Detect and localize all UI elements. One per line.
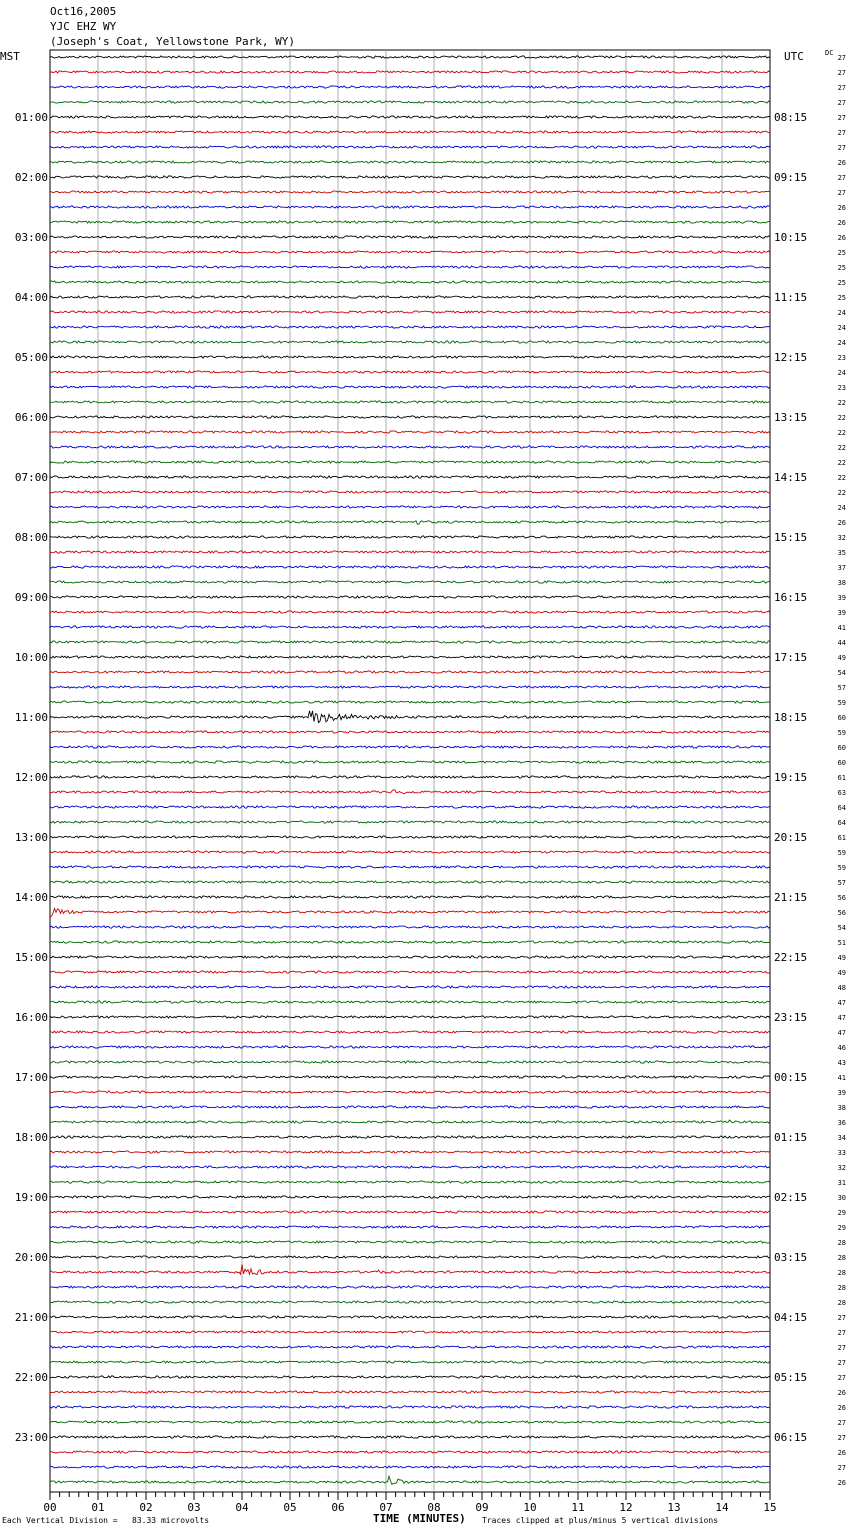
dc-offset-value: 29 <box>837 1224 846 1232</box>
trace-line <box>50 1241 770 1243</box>
dc-offset-value: 28 <box>837 1239 846 1247</box>
trace-line <box>50 446 770 448</box>
hour-label-left: 21:00 <box>14 1311 48 1324</box>
hour-label-right: 13:15 <box>774 411 808 424</box>
hour-label-left: 09:00 <box>14 591 48 604</box>
trace-line <box>50 1061 770 1063</box>
hour-label-left: 18:00 <box>14 1131 48 1144</box>
hour-label-left: 19:00 <box>14 1191 48 1204</box>
dc-offset-value: 25 <box>837 279 846 287</box>
x-tick-label: 10 <box>523 1501 537 1514</box>
trace-line <box>50 1120 770 1123</box>
trace-line <box>50 116 770 118</box>
hour-label-right: 15:15 <box>774 531 808 544</box>
hour-label-left: 08:00 <box>14 531 48 544</box>
dc-offset-value: 30 <box>837 1194 846 1202</box>
hour-label-right: 16:15 <box>774 591 808 604</box>
trace-line <box>50 836 770 838</box>
hour-label-right: 01:15 <box>774 1131 808 1144</box>
dc-offset-value: 22 <box>837 474 846 482</box>
dc-offset-value: 28 <box>837 1254 846 1262</box>
dc-offset-value: 25 <box>837 264 846 272</box>
x-tick-label: 14 <box>715 1501 729 1514</box>
trace-line <box>50 371 770 373</box>
dc-offset-value: 24 <box>837 504 846 512</box>
x-tick-label: 12 <box>619 1501 633 1514</box>
dc-offset-value: 39 <box>837 594 846 602</box>
dc-offset-value: 56 <box>837 909 846 917</box>
trace-line <box>50 71 770 73</box>
trace-line <box>50 161 770 163</box>
x-tick-label: 01 <box>91 1501 105 1514</box>
trace-line <box>50 1046 770 1048</box>
trace-line <box>50 1091 770 1093</box>
trace-line <box>50 131 770 133</box>
dc-offset-value: 60 <box>837 759 846 767</box>
dc-offset-value: 59 <box>837 849 846 857</box>
dc-offset-value: 32 <box>837 1164 846 1172</box>
dc-offset-value: 35 <box>837 549 846 557</box>
trace-line <box>50 101 770 103</box>
x-tick-label: 00 <box>43 1501 57 1514</box>
trace-line <box>50 746 770 748</box>
trace-line <box>50 1151 770 1153</box>
dc-offset-value: 32 <box>837 534 846 542</box>
trace-line <box>50 1211 770 1213</box>
hour-label-left: 22:00 <box>14 1371 48 1384</box>
dc-offset-value: 24 <box>837 339 846 347</box>
dc-offset-value: 28 <box>837 1269 846 1277</box>
trace-line <box>50 491 770 493</box>
dc-offset-value: 48 <box>837 984 846 992</box>
dc-offset-value: 23 <box>837 384 846 392</box>
dc-offset-value: 27 <box>837 114 846 122</box>
trace-line <box>50 790 770 794</box>
hour-label-right: 03:15 <box>774 1251 808 1264</box>
trace-line <box>50 1421 770 1423</box>
dc-offset-value: 23 <box>837 354 846 362</box>
dc-offset-value: 64 <box>837 804 846 812</box>
dc-offset-value: 27 <box>837 174 846 182</box>
trace-line <box>50 386 770 388</box>
trace-line <box>50 776 770 778</box>
dc-offset-value: 22 <box>837 414 846 422</box>
dc-offset-value: 28 <box>837 1284 846 1292</box>
hour-label-right: 00:15 <box>774 1071 808 1084</box>
trace-line <box>50 761 770 763</box>
dc-offset-value: 27 <box>837 189 846 197</box>
hour-label-right: 21:15 <box>774 891 808 904</box>
dc-offset-value: 63 <box>837 789 846 797</box>
trace-line <box>50 176 770 178</box>
hour-label-right: 08:15 <box>774 111 808 124</box>
dc-offset-value: 47 <box>837 1014 846 1022</box>
trace-line <box>50 1436 770 1438</box>
dc-offset-value: 22 <box>837 459 846 467</box>
trace-line <box>50 1466 770 1468</box>
dc-offset-value: 27 <box>837 1374 846 1382</box>
trace-line <box>50 1256 770 1258</box>
trace-line <box>50 476 770 478</box>
hour-label-right: 18:15 <box>774 711 808 724</box>
trace-line <box>50 221 770 223</box>
dc-offset-value: 47 <box>837 999 846 1007</box>
trace-line <box>50 909 770 917</box>
x-tick-label: 02 <box>139 1501 153 1514</box>
dc-offset-value: 29 <box>837 1209 846 1217</box>
dc-offset-value: 57 <box>837 879 846 887</box>
hour-label-right: 05:15 <box>774 1371 808 1384</box>
hour-label-left: 10:00 <box>14 651 48 664</box>
trace-line <box>50 311 770 313</box>
trace-line <box>50 506 770 508</box>
hour-label-left: 01:00 <box>14 111 48 124</box>
dc-offset-value: 27 <box>837 1434 846 1442</box>
hour-label-left: 14:00 <box>14 891 48 904</box>
dc-offset-value: 57 <box>837 684 846 692</box>
dc-offset-value: 26 <box>837 234 846 242</box>
x-tick-label: 08 <box>427 1501 441 1514</box>
dc-offset-value: 49 <box>837 969 846 977</box>
trace-line <box>50 626 770 628</box>
dc-offset-value: 27 <box>837 84 846 92</box>
dc-offset-value: 27 <box>837 1419 846 1427</box>
trace-line <box>50 806 770 808</box>
hour-label-right: 11:15 <box>774 291 808 304</box>
chart-date: Oct16,2005 <box>50 5 117 18</box>
trace-line <box>50 956 770 958</box>
dc-offset-value: 26 <box>837 1449 846 1457</box>
dc-offset-value: 61 <box>837 834 846 842</box>
dc-offset-value: 44 <box>837 639 846 647</box>
trace-line <box>50 206 770 208</box>
trace-line <box>50 86 770 88</box>
dc-offset-value: 54 <box>837 669 846 677</box>
x-axis <box>43 1492 776 1514</box>
trace-line <box>50 191 770 193</box>
dc-offset-value: 25 <box>837 249 846 257</box>
trace-line <box>50 1196 770 1198</box>
dc-offset-value: 27 <box>837 1464 846 1472</box>
trace-line <box>50 1391 770 1393</box>
dc-offset-value: 39 <box>837 1089 846 1097</box>
dc-offset-value: 26 <box>837 1404 846 1412</box>
dc-offset-value: 64 <box>837 819 846 827</box>
trace-line <box>50 1264 770 1274</box>
dc-offset-value: 27 <box>837 1359 846 1367</box>
trace-line <box>50 926 770 928</box>
trace-line <box>50 641 770 643</box>
dc-offset-value: 27 <box>837 1329 846 1337</box>
trace-line <box>50 1451 770 1453</box>
trace-line <box>50 266 770 268</box>
dc-offset-value: 28 <box>837 1299 846 1307</box>
trace-line <box>50 1226 770 1228</box>
dc-offset-value: 46 <box>837 1044 846 1052</box>
hour-label-left: 02:00 <box>14 171 48 184</box>
dc-offset-value: 33 <box>837 1149 846 1157</box>
trace-line <box>50 1001 770 1003</box>
dc-offset-value: 60 <box>837 744 846 752</box>
trace-line <box>50 146 770 148</box>
dc-offset-value: 24 <box>837 309 846 317</box>
trace-line <box>50 1361 770 1363</box>
hour-label-left: 03:00 <box>14 231 48 244</box>
trace-line <box>50 1106 770 1108</box>
x-tick-label: 09 <box>475 1501 489 1514</box>
dc-offset-value: 26 <box>837 204 846 212</box>
dc-offset-value: 27 <box>837 69 846 77</box>
dc-offset-value: 27 <box>837 99 846 107</box>
dc-offset-value: 24 <box>837 369 846 377</box>
dc-offset-value: 26 <box>837 1479 846 1487</box>
x-tick-label: 03 <box>187 1501 201 1514</box>
dc-offset-value: 47 <box>837 1029 846 1037</box>
dc-offset-value: 27 <box>837 1314 846 1322</box>
hour-label-left: 12:00 <box>14 771 48 784</box>
dc-offset-value: 59 <box>837 699 846 707</box>
hour-label-right: 09:15 <box>774 171 808 184</box>
trace-line <box>50 821 770 823</box>
hour-label-left: 05:00 <box>14 351 48 364</box>
dc-offset-value: 27 <box>837 129 846 137</box>
trace-line <box>50 431 770 433</box>
dc-offset-value: 36 <box>837 1119 846 1127</box>
trace-line <box>50 326 770 328</box>
x-tick-label: 06 <box>331 1501 345 1514</box>
scale-note: Each Vertical Division = 83.33 microvolts <box>2 1516 210 1525</box>
dc-offset-value: 27 <box>837 54 846 62</box>
dc-label: DC <box>825 49 834 57</box>
trace-line <box>50 851 770 853</box>
x-tick-label: 15 <box>763 1501 777 1514</box>
trace-line <box>50 521 770 525</box>
dc-offset-value: 43 <box>837 1059 846 1067</box>
hour-label-right: 22:15 <box>774 951 808 964</box>
trace-line <box>50 581 770 583</box>
dc-offset-value: 34 <box>837 1134 846 1142</box>
hour-label-right: 04:15 <box>774 1311 808 1324</box>
hour-label-right: 20:15 <box>774 831 808 844</box>
hour-label-left: 23:00 <box>14 1431 48 1444</box>
x-axis-label: TIME (MINUTES) <box>373 1512 466 1525</box>
trace-line <box>50 896 770 898</box>
dc-offset-value: 54 <box>837 924 846 932</box>
trace-line <box>50 941 770 943</box>
hour-label-right: 02:15 <box>774 1191 808 1204</box>
dc-offset-value: 25 <box>837 294 846 302</box>
trace-line <box>50 536 770 538</box>
hour-label-left: 16:00 <box>14 1011 48 1024</box>
dc-offset-value: 49 <box>837 954 846 962</box>
trace-line <box>50 731 770 733</box>
trace-line <box>50 971 770 973</box>
dc-offset-value: 22 <box>837 429 846 437</box>
hour-label-left: 04:00 <box>14 291 48 304</box>
trace-line <box>50 1076 770 1078</box>
trace-line <box>50 236 770 238</box>
trace-line <box>50 1346 770 1348</box>
trace-line <box>50 1406 770 1408</box>
hour-label-right: 12:15 <box>774 351 808 364</box>
x-tick-label: 04 <box>235 1501 249 1514</box>
hour-label-right: 10:15 <box>774 231 808 244</box>
trace-line <box>50 881 770 883</box>
dc-offset-value: 27 <box>837 1344 846 1352</box>
trace-group <box>50 56 770 1485</box>
trace-line <box>50 1476 770 1484</box>
hour-label-left: 06:00 <box>14 411 48 424</box>
trace-line <box>50 296 770 298</box>
x-tick-label: 11 <box>571 1501 585 1514</box>
trace-line <box>50 1031 770 1033</box>
x-tick-label: 05 <box>283 1501 297 1514</box>
hour-label-left: 13:00 <box>14 831 48 844</box>
trace-line <box>50 1166 770 1168</box>
chart-station: YJC EHZ WY <box>50 20 117 33</box>
dc-offset-value: 41 <box>837 624 846 632</box>
dc-offset-value: 26 <box>837 159 846 167</box>
trace-line <box>50 1016 770 1018</box>
trace-line <box>50 341 770 343</box>
trace-line <box>50 866 770 868</box>
trace-line <box>50 551 770 553</box>
dc-offset-value: 26 <box>837 519 846 527</box>
trace-line <box>50 56 770 58</box>
hour-label-right: 14:15 <box>774 471 808 484</box>
trace-line <box>50 461 770 463</box>
hour-label-left: 11:00 <box>14 711 48 724</box>
dc-offset-value: 59 <box>837 729 846 737</box>
x-tick-label: 07 <box>379 1501 393 1514</box>
trace-line <box>50 656 770 658</box>
dc-offset-value: 49 <box>837 654 846 662</box>
trace-line <box>50 281 770 283</box>
trace-line <box>50 1286 770 1288</box>
trace-line <box>50 566 770 568</box>
hour-label-left: 07:00 <box>14 471 48 484</box>
hour-label-right: 19:15 <box>774 771 808 784</box>
dc-offset-value: 38 <box>837 579 846 587</box>
trace-line <box>50 1136 770 1138</box>
trace-line <box>50 596 770 598</box>
trace-line <box>50 1181 770 1183</box>
right-timezone-label: UTC <box>784 50 804 63</box>
dc-offset-value: 60 <box>837 714 846 722</box>
dc-offset-value: 22 <box>837 399 846 407</box>
dc-offset-value: 59 <box>837 864 846 872</box>
trace-line <box>50 1376 770 1378</box>
hour-label-left: 17:00 <box>14 1071 48 1084</box>
dc-offset-value: 39 <box>837 609 846 617</box>
hour-label-right: 23:15 <box>774 1011 808 1024</box>
hour-label-left: 15:00 <box>14 951 48 964</box>
trace-line <box>50 416 770 418</box>
hour-label-left: 20:00 <box>14 1251 48 1264</box>
clip-note: Traces clipped at plus/minus 5 vertical divisions <box>482 1516 719 1525</box>
trace-line <box>50 401 770 403</box>
dc-offset-value: 38 <box>837 1104 846 1112</box>
dc-offset-value: 31 <box>837 1179 846 1187</box>
trace-line <box>50 671 770 673</box>
left-timezone-label: MST <box>0 50 20 63</box>
x-tick-label: 13 <box>667 1501 681 1514</box>
trace-line <box>50 1331 770 1333</box>
dc-offset-value: 22 <box>837 489 846 497</box>
trace-line <box>50 251 770 253</box>
trace-line <box>50 986 770 988</box>
dc-offset-value: 26 <box>837 219 846 227</box>
trace-line <box>50 611 770 613</box>
dc-offset-value: 22 <box>837 444 846 452</box>
trace-line <box>50 1316 770 1318</box>
trace-line <box>50 711 770 723</box>
chart-location: (Joseph's Coat, Yellowstone Park, WY) <box>50 35 296 48</box>
dc-offset-value: 24 <box>837 324 846 332</box>
trace-line <box>50 356 770 358</box>
trace-line <box>50 701 770 703</box>
dc-offset-value: 61 <box>837 774 846 782</box>
dc-offset-value: 41 <box>837 1074 846 1082</box>
trace-line <box>50 1301 770 1303</box>
trace-line <box>50 686 770 688</box>
dc-offset-value: 37 <box>837 564 846 572</box>
dc-offset-value: 56 <box>837 894 846 902</box>
dc-offset-value: 26 <box>837 1389 846 1397</box>
dc-offset-value: 51 <box>837 939 846 947</box>
hour-label-right: 06:15 <box>774 1431 808 1444</box>
dc-offset-value: 27 <box>837 144 846 152</box>
hour-label-right: 17:15 <box>774 651 808 664</box>
